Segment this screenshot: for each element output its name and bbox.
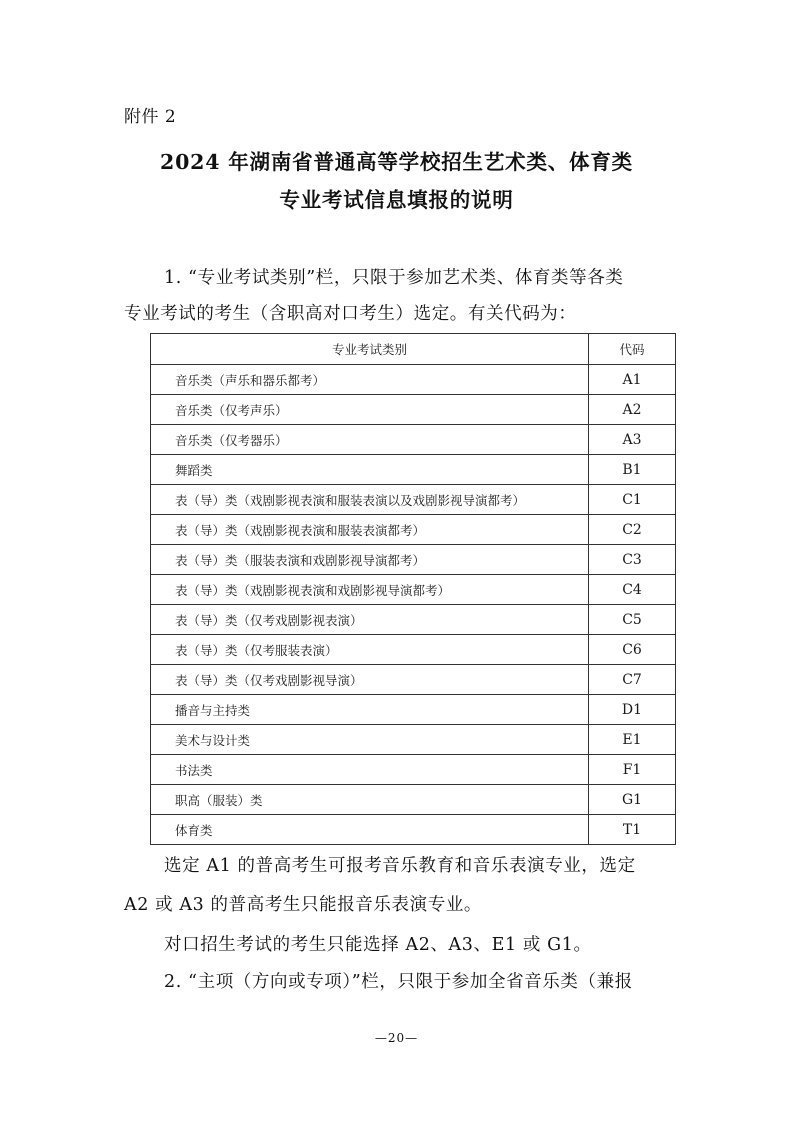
table-row — [151, 785, 676, 815]
paragraph-2-line-2: A2 或 A3 的普高考生只能报音乐表演专业。 — [124, 895, 483, 915]
code-cell: A3 — [589, 425, 676, 455]
code-cell: A1 — [589, 365, 676, 395]
paragraph-1-line-2: 专业考试的考生（含职高对口考生）选定。有关代码为： — [124, 304, 577, 324]
header-code: 代码 — [589, 334, 676, 365]
paragraph-2-line-1: 选定 A1 的普高考生可报考音乐教育和音乐表演专业，选定 — [164, 856, 636, 876]
table-header-row — [151, 334, 676, 365]
category-cell: 美术与设计类 — [151, 725, 589, 755]
table-row — [151, 575, 676, 605]
table-row — [151, 425, 676, 455]
code-cell: C7 — [589, 665, 676, 695]
category-cell: 表（导）类（戏剧影视表演和服装表演以及戏剧影视导演都考） — [151, 485, 589, 515]
code-cell: E1 — [589, 725, 676, 755]
paragraph-1-line-1: 1. “专业考试类别”栏，只限于参加艺术类、体育类等各类 — [164, 268, 624, 288]
table-row — [151, 725, 676, 755]
code-cell: C1 — [589, 485, 676, 515]
table-row — [151, 695, 676, 725]
category-cell: 职高（服装）类 — [151, 785, 589, 815]
category-cell: 书法类 — [151, 755, 589, 785]
table-row — [151, 545, 676, 575]
category-cell: 表（导）类（服装表演和戏剧影视导演都考） — [151, 545, 589, 575]
code-cell: F1 — [589, 755, 676, 785]
paragraph-3: 对口招生考试的考生只能选择 A2、A3、E1 或 G1。 — [164, 935, 592, 955]
category-cell: 表（导）类（仅考服装表演） — [151, 635, 589, 665]
table-row — [151, 395, 676, 425]
category-cell: 表（导）类（仅考戏剧影视表演） — [151, 605, 589, 635]
code-cell: G1 — [589, 785, 676, 815]
attachment-label: 附件 2 — [124, 107, 177, 127]
category-cell: 音乐类（声乐和器乐都考） — [151, 365, 589, 395]
page-number: —20— — [374, 1031, 419, 1045]
code-cell: C6 — [589, 635, 676, 665]
table-row — [151, 635, 676, 665]
paragraph-4: 2. “主项（方向或专项）”栏，只限于参加全省音乐类（兼报 — [164, 972, 633, 992]
document-title-line2: 专业考试信息填报的说明 — [279, 188, 514, 212]
table-row — [151, 755, 676, 785]
code-cell: D1 — [589, 695, 676, 725]
category-cell: 音乐类（仅考器乐） — [151, 425, 589, 455]
table-row — [151, 665, 676, 695]
table-row — [151, 515, 676, 545]
code-cell: C4 — [589, 575, 676, 605]
category-cell: 音乐类（仅考声乐） — [151, 395, 589, 425]
code-cell: C2 — [589, 515, 676, 545]
category-cell: 表（导）类（戏剧影视表演和戏剧影视导演都考） — [151, 575, 589, 605]
table-row — [151, 455, 676, 485]
table-row — [151, 485, 676, 515]
category-cell: 舞蹈类 — [151, 455, 589, 485]
exam-category-code-table — [150, 333, 676, 845]
category-cell: 体育类 — [151, 815, 589, 845]
table-row — [151, 365, 676, 395]
document-title-line1: 2024 年湖南省普通高等学校招生艺术类、体育类 — [160, 150, 633, 174]
code-cell: B1 — [589, 455, 676, 485]
code-cell: A2 — [589, 395, 676, 425]
header-category: 专业考试类别 — [151, 334, 589, 365]
table-row — [151, 605, 676, 635]
code-cell: C5 — [589, 605, 676, 635]
category-cell: 表（导）类（戏剧影视表演和服装表演都考） — [151, 515, 589, 545]
table-row — [151, 815, 676, 845]
code-cell: C3 — [589, 545, 676, 575]
code-cell: T1 — [589, 815, 676, 845]
category-cell: 表（导）类（仅考戏剧影视导演） — [151, 665, 589, 695]
category-cell: 播音与主持类 — [151, 695, 589, 725]
